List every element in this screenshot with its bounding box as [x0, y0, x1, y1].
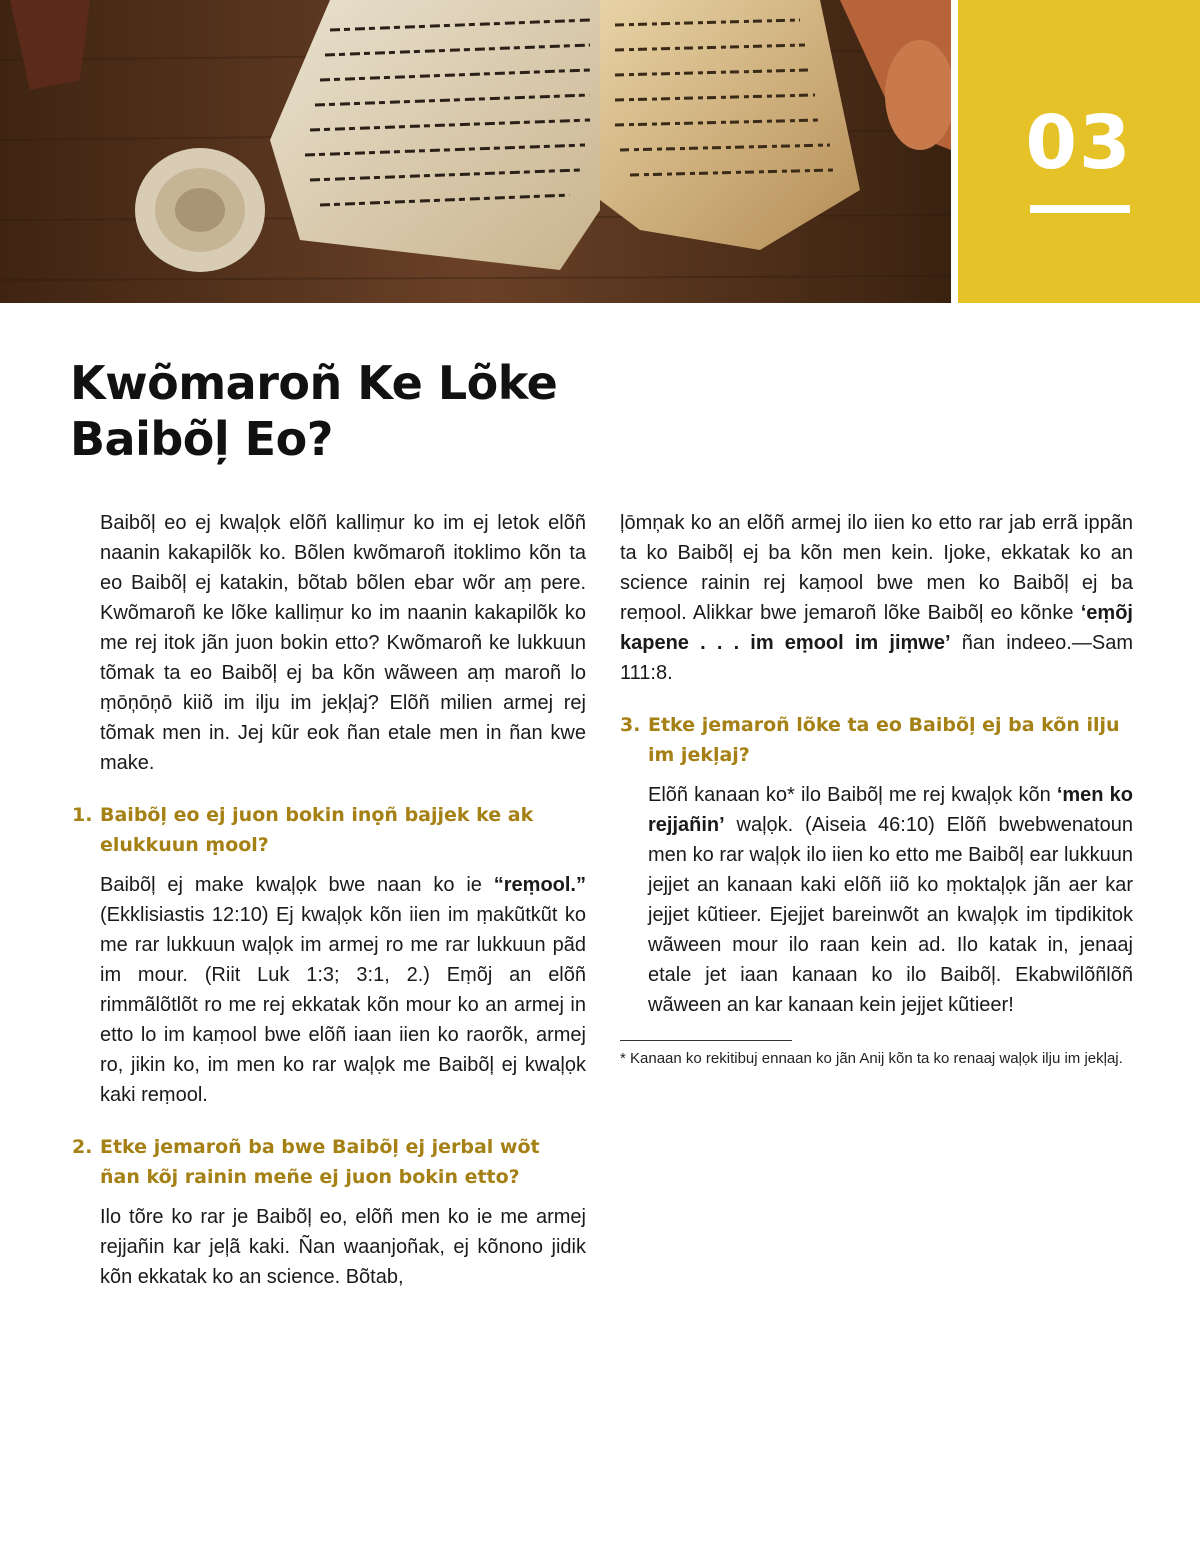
question-1-number: 1.: [72, 804, 93, 826]
question-2-title: Etke jemaroñ ba bwe Baibõļ ej jerbal wõt ñan kõj rainin meñe ej juon bokin etto?: [100, 1136, 540, 1188]
answer-2-paragraph-continued: [620, 508, 1133, 688]
question-2-heading: [72, 1132, 586, 1192]
title-line-1: Kwõmaroñ Ke Lõke: [70, 356, 558, 410]
footnote-divider: [620, 1040, 792, 1041]
chapter-underline: [1030, 205, 1130, 213]
intro-paragraph: Baibõļ eo ej kwaļọk elõñ kalliṃur ko im ej letok elõñ naanin kakapilõk ko. Bõlen kwõmaroñ itoklimo kõn ta eo Baibõļ ej katakin, bõtab bõlen ebar wõr aṃ pere. Kwõmaroñ ke lõke kalliṃur ko im naanin kakapilõk ko me rej itok jãn juon bokin etto? Kwõmaroñ ke lukkuun tõmak ta eo Baibõļ ej ba kõn wãween aṃ maroñ lo ṃōņōņō kiiõ im ilju im jekļaj? Elõñ milien armej rej tõmak men in. Jej kũr eok ñan etale men in ñan kwe make.: [100, 512, 586, 774]
question-2-number: 2.: [72, 1136, 93, 1158]
question-3-title: Etke jemaroñ lõke ta eo Baibõļ ej ba kõn ilju im jekļaj?: [648, 714, 1120, 766]
footnote: * Kanaan ko rekitibuj ennaan ko jãn Anij kõn ta ko renaaj waļọk ilju im jekļaj.: [620, 1050, 1123, 1067]
answer-3-text-b: waļọk. (Aiseia 46:10) Elõñ bwebwenatoun men ko rar waļọk ilo iien ko etto me Baibõļ ear lukkuun jejjet an kanaan kaki elõñ iiõ ko ṃoktaļọk jãn aer kar jejjet kũtieer. Ejejjet bareinwõt an kwaļọk im tipdikitok wãween mour ilo raan kein ad. Ilo katak in, jenaaj etale jet iaan kanaan ko ilo Baibõļ. Ekabwilõñlõñ wãween an kar kanaan kein jejjet kũtieer!: [648, 814, 1133, 1016]
chapter-badge: [958, 0, 1200, 303]
title-line-2: Baibõļ Eo?: [70, 412, 333, 466]
answer-3-text-a: Elõñ kanaan ko* ilo Baibõļ me rej kwaļọk kõn: [648, 784, 1057, 806]
right-column: [620, 508, 1133, 1069]
header-image: [0, 0, 951, 303]
scrolls-illustration: [0, 0, 951, 303]
answer-1-text-b: (Ekklisiastis 12:10) Ej kwaļọk kõn iien im ṃakũtkũt ko me rar lukkuun waļọk im armej ro me rar lukkuun pãd im mour. (Riit Luk 1:3; 3:1, 2.) Eṃõj an elõñ rimmãlõtlõt ro me rej ekkatak kõn mour ko an armej in etto lo im kaṃool bwe elõñ iaan iien ko raorõk, armej ro, jikin ko, im men ko rar waļọk me Baibõļ ej kwaļọk kaki reṃool.: [100, 904, 586, 1106]
answer-2-text-b: ñan indeeo.—Sam 111:8.: [620, 632, 1133, 684]
answer-2-emphasis: ‘eṃõj kapene . . . im eṃool im jiṃwe’: [620, 602, 1133, 654]
answer-2-paragraph-start: Ilo tõre ko rar je Baibõļ eo, elõñ men ko ie me armej rejjañin kar jeļã kaki. Ñan waanjoñak, ej kõnono jidik kõn ekkatak ko an science. Bõtab,: [100, 1206, 586, 1288]
page-title: [70, 355, 670, 467]
answer-3-emphasis: ‘men ko rejjañin’: [648, 784, 1133, 836]
answer-1-paragraph: [72, 870, 586, 1110]
question-1-heading: [72, 800, 586, 860]
question-3-heading: [620, 710, 1133, 770]
answer-1-emphasis: “reṃool.”: [493, 874, 586, 896]
answer-3-paragraph: [620, 780, 1133, 1020]
chapter-number: 03: [1025, 100, 1133, 186]
left-column: [72, 508, 586, 1292]
answer-1-text-a: Baibõļ ej make kwaļọk bwe naan ko ie: [100, 874, 494, 896]
answer-2-text-a: ļōmņak ko an elõñ armej ilo iien ko etto rar jab errã ippãn ta ko Baibõļ ej ba kõn men kein. Ijoke, ekkatak ko an science rainin rej kaṃool bwe men ko Baibõļ ej ba reṃool. Alikkar bwe jemaroñ lõke Baibõļ eo kõnke: [620, 512, 1133, 624]
question-1-title: Baibõļ eo ej juon bokin inọñ bajjek ke ak elukkuun ṃool?: [100, 804, 534, 856]
question-3-number: 3.: [620, 714, 641, 736]
